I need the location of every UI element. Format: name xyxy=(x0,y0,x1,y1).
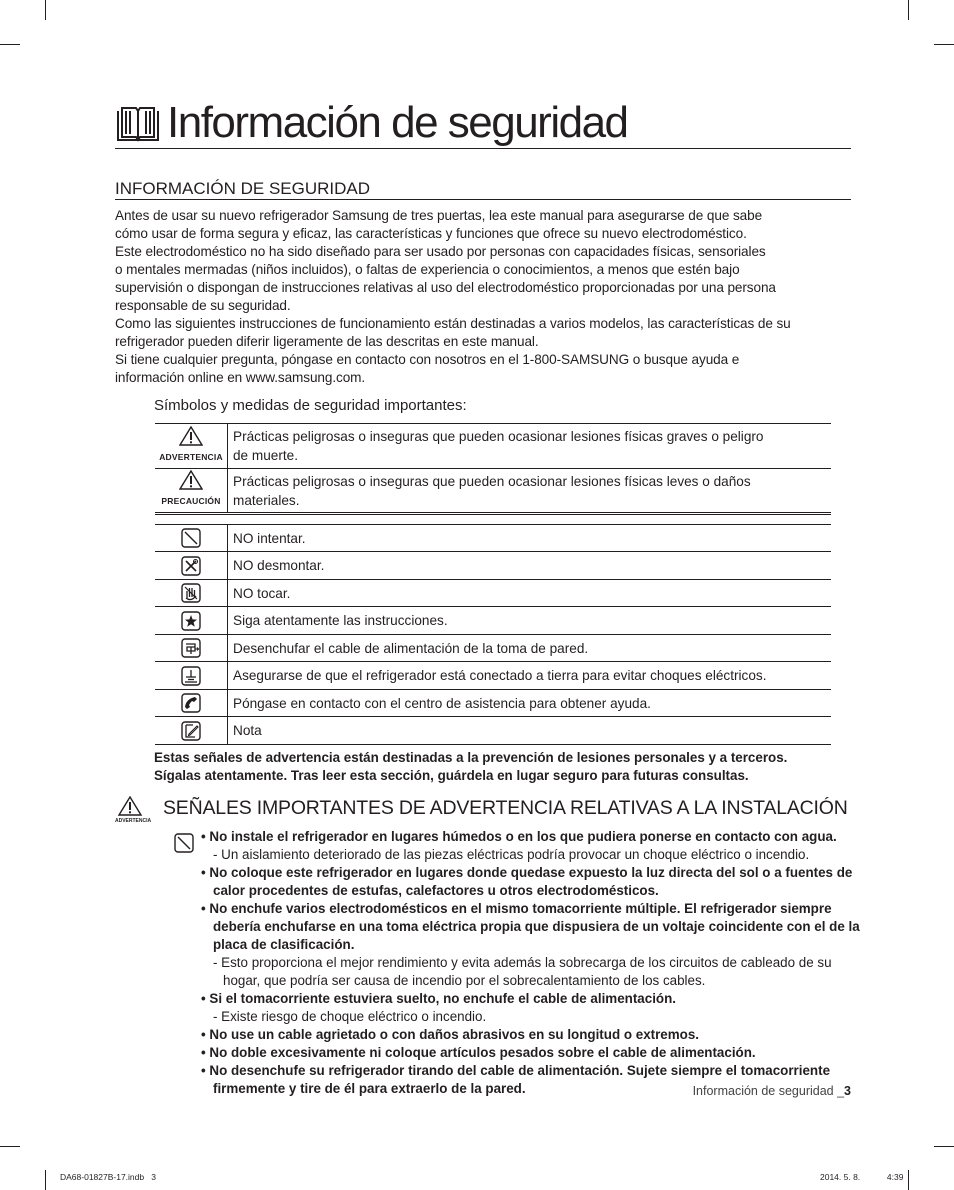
caution-description xyxy=(228,469,832,513)
phone-icon xyxy=(181,693,201,713)
intro-line: Como las siguientes instrucciones de funcionamiento están destinadas a varios modelos, las características de su xyxy=(115,316,791,331)
list-item: • No use un cable agrietado o con daños abrasivos en su longitud o extremos. xyxy=(201,1027,700,1042)
list-item-detail: - Un aislamiento deteriorado de las piezas eléctricas podría provocar un choque eléctrico o incendio. xyxy=(213,847,810,862)
caution-symbol-cell xyxy=(155,469,228,513)
table-row xyxy=(155,515,831,525)
page-title: Información de seguridad xyxy=(167,98,628,147)
symbol-text: NO tocar. xyxy=(228,580,832,607)
install-heading-row xyxy=(115,796,851,822)
list-item: • No enchufe varios electrodomésticos en el mismo tomacorriente múltiple. El refrigerador siempre debería enchufarse en una toma eléctrica propia que dispusiera de un voltaje coincidente con el de la placa de clasificación. xyxy=(201,901,860,952)
table-row xyxy=(155,525,831,552)
list-item: • No desenchufe su refrigerador tirando del cable de alimentación. Sujete siempre el tomacorriente firmemente y tire de él para extraerlo de la pared. xyxy=(201,1063,831,1096)
intro-line: cómo usar de forma segura y eficaz, las características y funciones que ofrece su nuevo electrodoméstico. xyxy=(115,226,747,241)
book-icon xyxy=(115,106,161,144)
warning-description xyxy=(228,424,832,469)
description-line: Prácticas peligrosas o inseguras que pueden ocasionar lesiones físicas leves o daños xyxy=(233,473,751,489)
description-line: materiales. xyxy=(233,492,300,508)
install-warnings-list xyxy=(201,828,861,1098)
install-warning-label: ADVERTENCIA xyxy=(115,818,152,824)
warning-levels-table xyxy=(155,423,831,513)
symbol-text: Nota xyxy=(228,717,832,745)
description-line: Prácticas peligrosas o inseguras que pueden ocasionar lesiones físicas graves o peligro xyxy=(233,429,764,444)
list-item: • No instale el refrigerador en lugares húmedos o en los que pudiera ponerse en contacto con agua. xyxy=(201,829,837,844)
list-item-detail: - Esto proporciona el mejor rendimiento y evita además la sobrecarga de los circuitos de cableado de su hogar, que podría ser causa de incendio por el sobrecalentamiento de los cables. xyxy=(213,955,832,988)
table-row xyxy=(155,552,831,580)
page-title-row xyxy=(115,98,851,149)
table-row xyxy=(155,607,831,635)
symbol-text: NO desmontar. xyxy=(228,552,832,580)
intro-line: refrigerador pueden diferir ligeramente de las descritas en este manual. xyxy=(115,334,539,349)
page-number: 3 xyxy=(844,1084,851,1098)
footer-section: Información de seguridad _ xyxy=(692,1084,845,1098)
crop-mark xyxy=(934,44,954,45)
page-footer xyxy=(693,1084,851,1098)
intro-line: Antes de usar su nuevo refrigerador Samsung de tres puertas, lea este manual para asegurarse de que sabe xyxy=(115,208,763,223)
table-row xyxy=(155,690,831,717)
warning-triangle-icon xyxy=(179,426,203,446)
notice-text xyxy=(154,749,854,785)
ground-icon xyxy=(181,666,201,686)
symbol-text: NO intentar. xyxy=(228,525,832,552)
no-touch-icon xyxy=(181,583,201,603)
intro-line: o mentales mermadas (niños incluidos), o faltas de experiencia o conocimientos, a menos que estén bajo xyxy=(115,262,740,277)
warning-label: ADVERTENCIA xyxy=(159,451,223,462)
notice-line: Sígalas atentamente. Tras leer esta sección, guárdela en lugar seguro para futuras consultas. xyxy=(154,768,749,783)
no-disassemble-icon xyxy=(181,556,201,576)
crop-mark xyxy=(934,1146,954,1147)
install-heading: SEÑALES IMPORTANTES DE ADVERTENCIA RELATIVAS A LA INSTALACIÓN xyxy=(163,797,848,819)
list-item: • Si el tomacorriente estuviera suelto, no enchufe el cable de alimentación. xyxy=(201,991,676,1006)
symbol-text: Desenchufar el cable de alimentación de la toma de pared. xyxy=(228,635,832,662)
warning-triangle-icon xyxy=(117,796,143,816)
crop-mark xyxy=(0,1146,20,1147)
intro-line: Si tiene cualquier pregunta, póngase en contacto con nosotros en el 1-800-SAMSUNG o busque ayuda e xyxy=(115,352,740,367)
install-warning-symbol xyxy=(115,796,152,824)
caution-label: PRECAUCIÓN xyxy=(161,496,221,506)
crop-mark xyxy=(908,0,909,20)
prohibited-icon xyxy=(181,528,201,548)
table-row xyxy=(155,717,831,745)
intro-line: supervisión o dispongan de instrucciones relativas al uso del electrodoméstico proporcionadas por una persona xyxy=(115,280,776,295)
symbol-text: Póngase en contacto con el centro de asistencia para obtener ayuda. xyxy=(228,690,832,717)
intro-text xyxy=(115,207,855,387)
section-heading: INFORMACIÓN DE SEGURIDAD xyxy=(115,179,851,200)
print-date xyxy=(820,1172,903,1182)
prohibited-icon xyxy=(174,833,194,853)
intro-line: responsable de su seguridad. xyxy=(115,298,291,313)
follow-instructions-icon xyxy=(181,611,201,631)
unplug-icon xyxy=(181,638,201,658)
print-date-value: 2014. 5. 8. xyxy=(820,1172,861,1182)
symbols-heading: Símbolos y medidas de seguridad importantes: xyxy=(154,397,467,414)
print-file-name: DA68-01827B-17.indb 3 xyxy=(60,1172,156,1182)
list-item: • No coloque este refrigerador en lugares donde quedase expuesto la luz directa del sol o a fuentes de calor procedentes de estufas, calefactores u otros electrodomésticos. xyxy=(201,865,853,898)
table-row xyxy=(155,635,831,662)
crop-mark xyxy=(0,44,20,45)
symbols-table xyxy=(155,514,831,745)
table-row xyxy=(155,469,831,513)
intro-line: información online en www.samsung.com. xyxy=(115,370,366,385)
warning-triangle-icon xyxy=(179,470,203,490)
table-row xyxy=(155,580,831,607)
print-time: 4:39 xyxy=(886,1172,904,1182)
symbol-text: Asegurarse de que el refrigerador está conectado a tierra para evitar choques eléctricos. xyxy=(228,662,832,690)
crop-mark xyxy=(908,1170,909,1190)
table-row xyxy=(155,662,831,690)
crop-mark xyxy=(45,0,46,20)
note-icon xyxy=(181,721,201,741)
intro-line: Este electrodoméstico no ha sido diseñado para ser usado por personas con capacidades físicas, sensoriales xyxy=(115,244,766,259)
notice-line: Estas señales de advertencia están destinadas a la prevención de lesiones personales y a terceros. xyxy=(154,750,788,765)
list-item-detail: - Existe riesgo de choque eléctrico o incendio. xyxy=(213,1009,487,1024)
crop-mark xyxy=(45,1170,46,1190)
warning-symbol-cell xyxy=(155,424,228,469)
symbol-text: Siga atentamente las instrucciones. xyxy=(228,607,832,635)
list-item: • No doble excesivamente ni coloque artículos pesados sobre el cable de alimentación. xyxy=(201,1045,756,1060)
description-line: de muerte. xyxy=(233,448,298,463)
table-row xyxy=(155,424,831,469)
